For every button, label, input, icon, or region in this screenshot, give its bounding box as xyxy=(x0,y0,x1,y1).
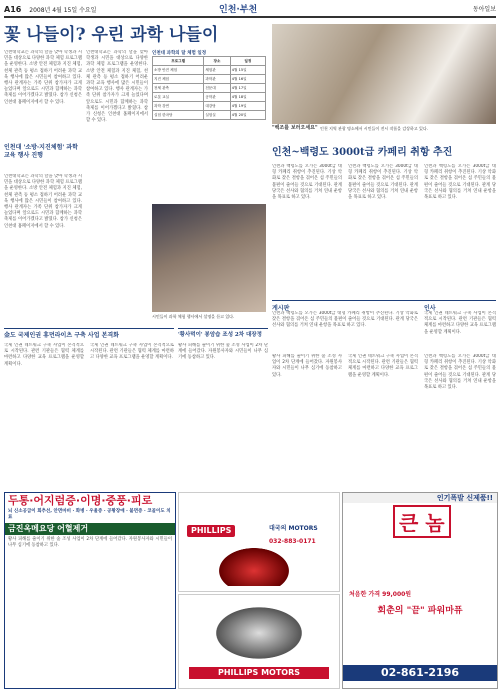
personnel-body: 국제 인권 네트워크 구축 사업이 본격적으로 시작된다. 관련 기관들은 협력 체계를 마련하고 다양한 교육 프로그램을 운영할 계획이다. xyxy=(424,311,496,335)
table-header: 프로그램 xyxy=(153,57,204,66)
notice-title: 게시판 xyxy=(272,305,290,312)
story-science-body: 인천대학교는 과학의 달을 맞아 학생과 시민을 대상으로 다양한 과학 체험 프로그램을 운영한다. 소방 안전 체험과 지진 체험, 천체 관측 등 평소 접하기 어려운 과학 교육 행사에 많은 시민들이 참여하고 있다. 행사 관계자는 가족 단위 참가자가 크게 늘었다며 앞으로도 시민과 함께하는 과학 축제를 이어가겠다고 밝혔다. 참가 신청은 인천대 홈페이지에서 할 수 있다. xyxy=(4,50,82,105)
story-ferry-body-2: 인천과 백령도를 오가는 3000t급 대형 카페리 취항이 추진된다. 기상 악화로 잦은 결항을 겪어온 섬 주민들의 불편이 줄어들 것으로 기대된다. 관계 당국은 선사와 협의를 거쳐 연내 운항을 목표로 하고 있다. xyxy=(348,164,418,201)
table-row xyxy=(153,111,266,120)
publisher-name: 동아일보 xyxy=(472,6,496,13)
story-forest xyxy=(178,328,268,489)
story-forest-headline: '황사먹이' 봉암습 조성 2차 대장정 xyxy=(178,332,262,338)
story-science-headline: 꽃 나들이? 우린 과학 나들이 xyxy=(4,25,219,45)
story-ferry xyxy=(272,146,496,296)
table-header: 일정 xyxy=(230,57,265,66)
table-cell: 실험 한마당 xyxy=(153,111,204,120)
motors-ad-1-brand: PHILLIPS xyxy=(187,525,235,537)
newspaper-page xyxy=(4,4,496,687)
notice-body: 인천과 백령도를 오가는 3000t급 대형 카페리 취항이 추진된다. 기상 악화로 잦은 결항을 겪어온 섬 주민들의 불편이 줄어들 것으로 기대된다. 관계 당국은 선사와 협의를 거쳐 연내 운항을 목표로 하고 있다. xyxy=(272,311,418,329)
story-human-rights xyxy=(4,328,174,489)
health-ad-big: 큰 놈 xyxy=(393,505,451,538)
story-human-rights-body-2: 국제 인권 네트워크 구축 사업이 본격적으로 시작된다. 관련 기관들은 협력 체계를 마련하고 다양한 교육 프로그램을 운영할 계획이다. xyxy=(90,343,174,361)
story-human-rights-headline: 金도 국제인권 휴먼라이츠 구축 사업 본격화 xyxy=(4,332,119,339)
table-cell: 지진 체험 xyxy=(153,75,204,84)
table-row xyxy=(153,84,266,93)
motors-ad-2 xyxy=(178,594,340,689)
story-extra-body-2: 국제 인권 네트워크 구축 사업이 본격적으로 시작된다. 관련 기관들은 협력 체계를 마련하고 다양한 교육 프로그램을 운영할 계획이다. xyxy=(348,354,418,378)
table-cell: 4월 18일 xyxy=(230,93,265,102)
table-row xyxy=(153,66,266,75)
exhibit-photo xyxy=(272,24,496,124)
table-cell: 과학 강연 xyxy=(153,102,204,111)
motors-ad-1-phone: 032-883-0171 xyxy=(269,538,316,545)
table-cell: 대강당 xyxy=(204,102,230,111)
story-science-body-2: 인천대학교는 과학의 달을 맞아 학생과 시민을 대상으로 다양한 과학 체험 프로그램을 운영한다. 소방 안전 체험과 지진 체험, 천체 관측 등 평소 접하기 어려운 과학 교육 행사에 많은 시민들이 참여하고 있다. 행사 관계자는 가족 단위 참가자가 크게 늘었다며 앞으로도 시민과 함께하는 과학 축제를 이어가겠다고 밝혔다. 참가 신청은 인천대 홈페이지에서 할 수 있다. xyxy=(4,174,82,229)
table-cell: 실험실 xyxy=(204,111,230,120)
clinic-ad-title: 두통·어지럼증·이명·중풍·피로 xyxy=(5,493,175,509)
table-row xyxy=(153,102,266,111)
story-science-subhead: 인천대 '소방·지진체험' 과학 교육 행사 진행 xyxy=(4,144,78,159)
clinic-ad-banner: 금진옥메요당 어혈제거 xyxy=(5,523,175,535)
clinic-ad-sub: 뇌 신소공급이 회추선, 안면마비 · 화병 · 우울증 · 공황장애 · 불면증 · 코골이도 치료 xyxy=(8,509,171,520)
table-row xyxy=(153,93,266,102)
exhibit-caption-body: 인천 지역 관광 명소에서 시민들이 전시 작품을 감상하고 있다. xyxy=(320,126,429,131)
science-photo xyxy=(152,204,266,312)
health-ad-price: 처음한 가격 99,000원 xyxy=(349,591,412,598)
table-cell: 4월 20일 xyxy=(230,111,265,120)
story-ferry-body: 인천과 백령도를 오가는 3000t급 대형 카페리 취항이 추진된다. 기상 악화로 잦은 결항을 겪어온 섬 주민들의 불편이 줄어들 것으로 기대된다. 관계 당국은 선사와 협의를 거쳐 연내 운항을 목표로 하고 있다. xyxy=(272,164,342,201)
exhibit-caption-title: "백조를 보러오세요" xyxy=(272,125,318,131)
clinic-ad-body: 황사 피해를 줄이기 위한 숲 조성 사업이 2차 단계에 들어갔다. 자원봉사자와 시민들이 나무 심기에 동참하고 있다. xyxy=(8,537,172,549)
motors-ad-1-badge: 대국의 MOTORS xyxy=(269,525,318,532)
section-title: 인천·부천 xyxy=(219,5,258,15)
story-ferry-headline: 인천~백령도 3000t급 카페리 취항 추진 xyxy=(272,147,453,158)
schedule-table xyxy=(152,56,266,120)
health-ad-phone: 02-861-2196 xyxy=(343,665,497,681)
table-cell: 과학관 xyxy=(204,75,230,84)
health-ad-mid: 회춘의 "끝" 파워마퓨 xyxy=(377,606,463,616)
clinic-ad xyxy=(4,492,176,689)
table-cell: 천체 관측 xyxy=(153,84,204,93)
table-cell: 로봇 교실 xyxy=(153,93,204,102)
story-extra-body: 황사 피해를 줄이기 위한 숲 조성 사업이 2차 단계에 들어갔다. 자원봉사자와 시민들이 나무 심기에 동참하고 있다. xyxy=(272,354,342,378)
table-cell: 4월 19일 xyxy=(230,102,265,111)
table-cell: 천문대 xyxy=(204,84,230,93)
table-row xyxy=(153,75,266,84)
scooter-image xyxy=(219,548,289,586)
page-header xyxy=(4,4,496,18)
notice-board xyxy=(272,300,496,351)
story-science-body-3: 인천대학교는 과학의 달을 맞아 학생과 시민을 대상으로 다양한 과학 체험 프로그램을 운영한다. 소방 안전 체험과 지진 체험, 천체 관측 등 평소 접하기 어려운 과학 교육 행사에 많은 시민들이 참여하고 있다. 행사 관계자는 가족 단위 참가자가 크게 늘었다며 앞으로도 시민과 함께하는 과학 축제를 이어가겠다고 밝혔다. 참가 신청은 인천대 홈페이지에서 할 수 있다. xyxy=(86,50,148,124)
personnel-title: 인사 xyxy=(424,305,436,312)
story-forest-body: 황사 피해를 줄이기 위한 숲 조성 사업이 2차 단계에 들어갔다. 자원봉사자와 시민들이 나무 심기에 동참하고 있다. xyxy=(178,343,268,361)
table-cell: 4월 16일 xyxy=(230,75,265,84)
story-ferry-body-3: 인천과 백령도를 오가는 3000t급 대형 카페리 취항이 추진된다. 기상 악화로 잦은 결항을 겪어온 섬 주민들의 불편이 줄어들 것으로 기대된다. 관계 당국은 선사와 협의를 거쳐 연내 운항을 목표로 하고 있다. xyxy=(424,164,496,201)
schedule-table-box xyxy=(152,50,266,200)
health-ad-top: 인기폭발 신제품!! xyxy=(343,493,497,503)
story-extra-body-3: 인천과 백령도를 오가는 3000t급 대형 카페리 취항이 추진된다. 기상 악화로 잦은 결항을 겪어온 섬 주민들의 불편이 줄어들 것으로 기대된다. 관계 당국은 선사와 협의를 거쳐 연내 운항을 목표로 하고 있다. xyxy=(424,354,496,391)
story-photo xyxy=(272,24,496,142)
page-number: A16 xyxy=(4,5,22,14)
story-human-rights-body: 국제 인권 네트워크 구축 사업이 본격적으로 시작된다. 관련 기관들은 협력 체계를 마련하고 다양한 교육 프로그램을 운영할 계획이다. xyxy=(4,343,84,367)
table-cell: 4월 15일 xyxy=(230,66,265,75)
schedule-table-title: 인천대 과학의 달 체험 일정 xyxy=(152,51,207,56)
story-extra xyxy=(272,354,496,488)
story-science xyxy=(4,24,266,324)
issue-date: 2008년 4월 15일 수요일 xyxy=(29,7,97,14)
motors-ad-1 xyxy=(178,492,340,592)
table-cell: 4월 17일 xyxy=(230,84,265,93)
table-cell: 체험관 xyxy=(204,66,230,75)
health-ad xyxy=(342,492,498,689)
table-cell: 공학관 xyxy=(204,93,230,102)
motors-ad-2-brand: PHILLIPS MOTORS xyxy=(189,667,329,679)
table-cell: 소방 안전 체험 xyxy=(153,66,204,75)
table-header: 장소 xyxy=(204,57,230,66)
science-photo-caption: 시민들이 과학 체험 행사에서 설명을 듣고 있다. xyxy=(152,314,235,319)
scooter-image-2 xyxy=(209,603,309,663)
